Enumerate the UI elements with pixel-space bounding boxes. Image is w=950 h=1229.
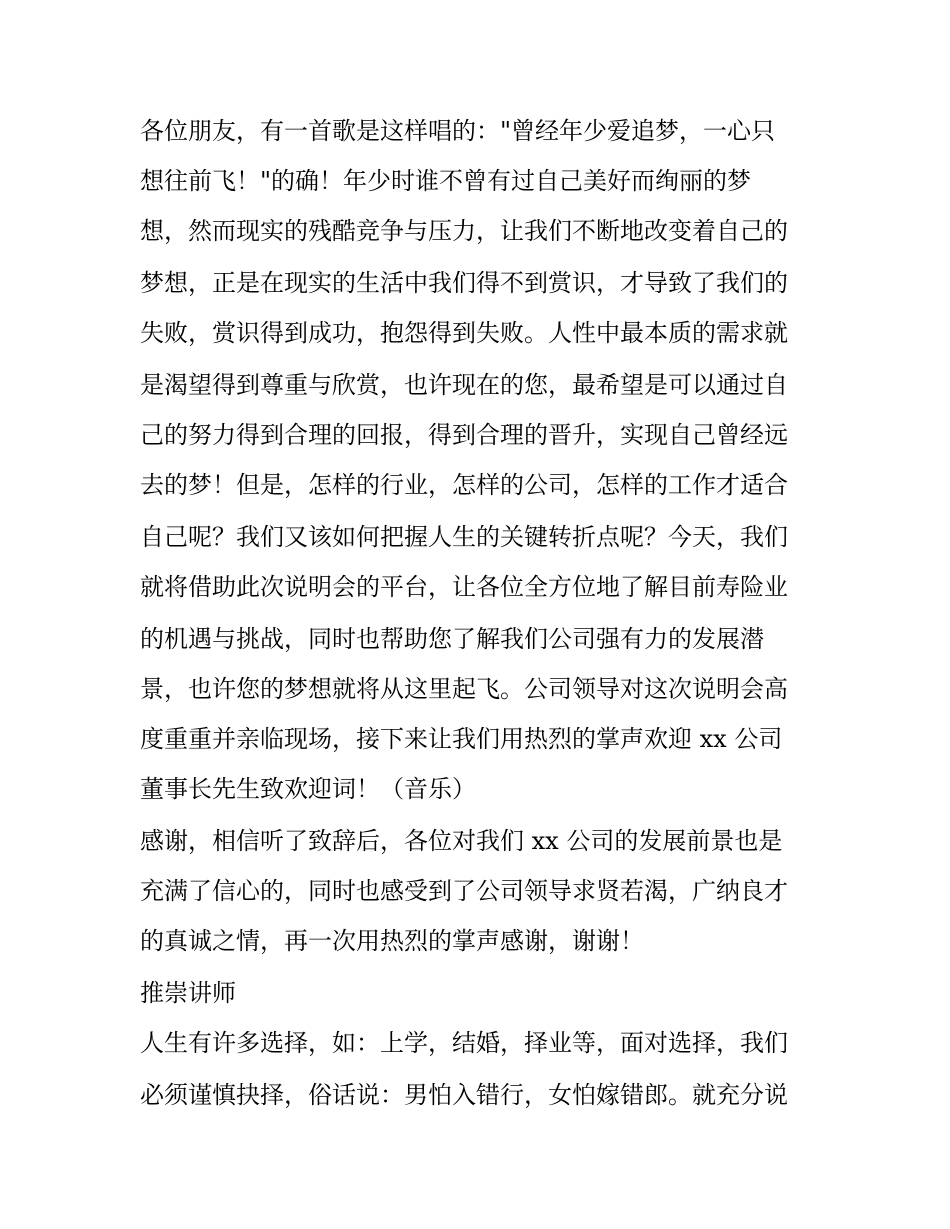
text-line: 己的努力得到合理的回报，得到合理的晋升，实现自己曾经远 [140,421,788,449]
text-line: 去的梦！但是，怎样的行业，怎样的公司，怎样的工作才适合 [140,471,788,499]
text-line: 自己呢？我们又该如何把握人生的关键转折点呢？今天，我们 [140,523,788,551]
text-line: 梦想，正是在现实的生活中我们得不到赏识，才导致了我们的 [140,269,788,297]
text-line: 充满了信心的，同时也感受到了公司领导求贤若渴，广纳良才 [140,877,788,905]
text-line: 想往前飞！"的确！年少时谁不曾有过自己美好而绚丽的梦 [140,167,752,195]
text-line: 景，也许您的梦想就将从这里起飞。公司领导对这次说明会高 [140,675,788,703]
section-heading: 推崇讲师 [140,979,236,1007]
text-line: 失败，赏识得到成功，抱怨得到失败。人性中最本质的需求就 [140,319,788,347]
text-line: 是渴望得到尊重与欣赏，也许现在的您，最希望是可以通过自 [140,371,788,399]
text-line: 的机遇与挑战，同时也帮助您了解我们公司强有力的发展潜 [140,625,764,653]
text-line: 各位朋友，有一首歌是这样唱的："曾经年少爱追梦，一心只 [140,117,776,145]
text-line: 的真诚之情，再一次用热烈的掌声感谢，谢谢！ [140,927,644,955]
text-line: 必须谨慎抉择，俗话说：男怕入错行，女怕嫁错郎。就充分说 [140,1081,788,1109]
text-line: 董事长先生致欢迎词！（音乐） [140,775,476,803]
text-line: 想，然而现实的残酷竞争与压力，让我们不断地改变着自己的 [140,217,788,245]
text-line: 人生有许多选择，如：上学，结婚，择业等，面对选择，我们 [140,1029,788,1057]
text-line: 度重重并亲临现场，接下来让我们用热烈的掌声欢迎 xx 公司 [140,725,783,753]
text-line: 感谢，相信听了致辞后，各位对我们 xx 公司的发展前景也是 [140,827,783,855]
text-line: 就将借助此次说明会的平台，让各位全方位地了解目前寿险业 [140,573,788,601]
